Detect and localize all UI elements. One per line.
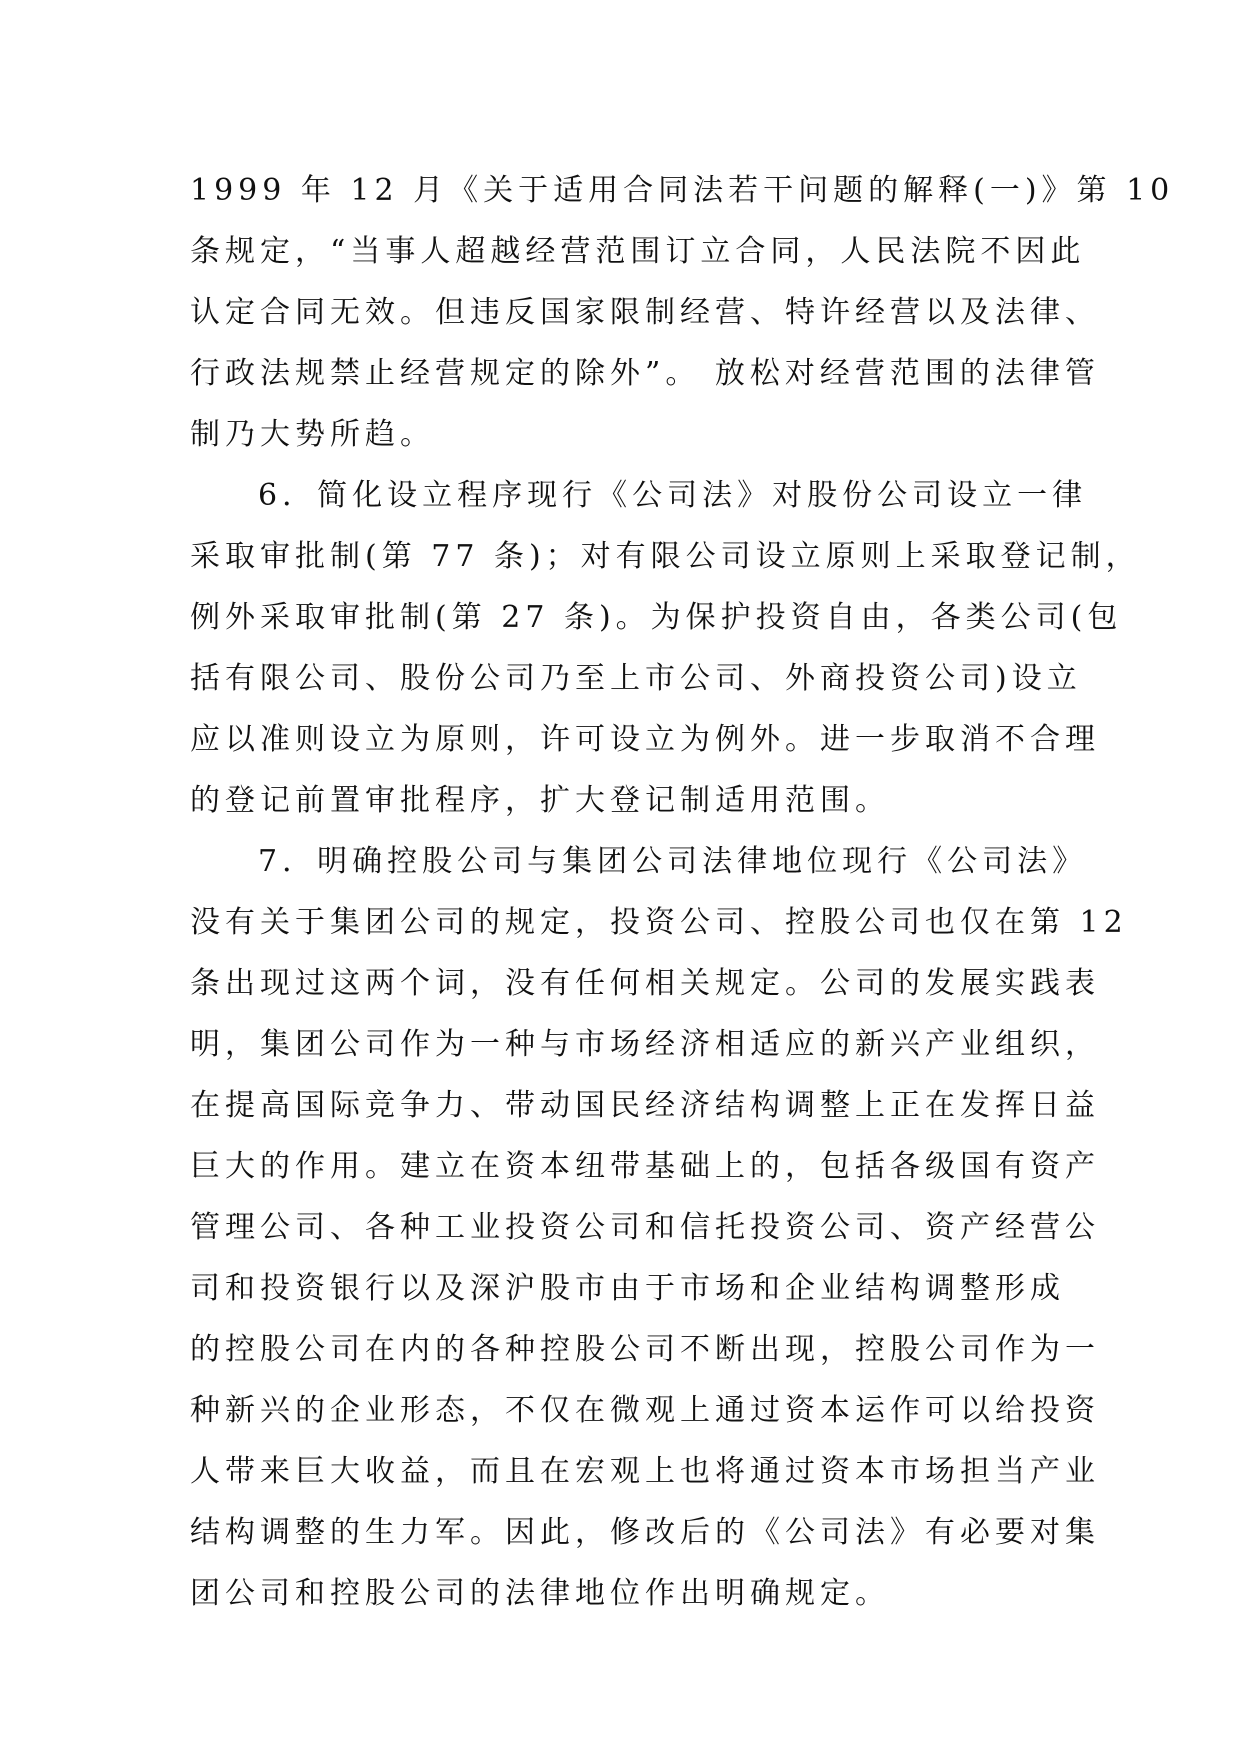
text-line: 没有关于集团公司的规定，投资公司、控股公司也仅在第 12 — [190, 905, 1128, 940]
text-line: 团公司和控股公司的法律地位作出明确规定。 — [190, 1576, 890, 1611]
text-line: 巨大的作用。建立在资本纽带基础上的，包括各级国有资产 — [190, 1149, 1100, 1184]
text-line: 管理公司、各种工业投资公司和信托投资公司、资产经营公 — [190, 1210, 1100, 1245]
text-line: 应以准则设立为原则，许可设立为例外。进一步取消不合理 — [190, 722, 1100, 757]
text-line: 结构调整的生力军。因此，修改后的《公司法》有必要对集 — [190, 1515, 1100, 1550]
text-line: 采取审批制(第 77 条)；对有限公司设立原则上采取登记制， — [190, 539, 1141, 574]
paragraph-6-start: 6．简化设立程序现行《公司法》对股份公司设立一律 — [258, 478, 1088, 513]
text-line: 认定合同无效。但违反国家限制经营、特许经营以及法律、 — [190, 295, 1100, 330]
text-line: 明，集团公司作为一种与市场经济相适应的新兴产业组织， — [190, 1027, 1100, 1062]
text-line: 的控股公司在内的各种控股公司不断出现，控股公司作为一 — [190, 1332, 1100, 1367]
text-line: 括有限公司、股份公司乃至上市公司、外商投资公司)设立 — [190, 661, 1082, 696]
text-line: 的登记前置审批程序，扩大登记制适用范围。 — [190, 783, 890, 818]
text-line: 司和投资银行以及深沪股市由于市场和企业结构调整形成 — [190, 1271, 1065, 1306]
paragraph-7-start: 7．明确控股公司与集团公司法律地位现行《公司法》 — [258, 844, 1088, 879]
text-line: 条出现过这两个词，没有任何相关规定。公司的发展实践表 — [190, 966, 1100, 1001]
text-line: 种新兴的企业形态，不仅在微观上通过资本运作可以给投资 — [190, 1393, 1100, 1428]
body-text — [190, 160, 1175, 1624]
text-line: 例外采取审批制(第 27 条)。为保护投资自由，各类公司(包 — [190, 600, 1123, 635]
text-line: 在提高国际竞争力、带动国民经济结构调整上正在发挥日益 — [190, 1088, 1100, 1123]
text-line: 人带来巨大收益，而且在宏观上也将通过资本市场担当产业 — [190, 1454, 1100, 1489]
text-line: 条规定，“当事人超越经营范围订立合同，人民法院不因此 — [190, 234, 1086, 269]
text-line: 行政法规禁止经营规定的除外”。 放松对经营范围的法律管 — [190, 356, 1100, 391]
text-line: 制乃大势所趋。 — [190, 417, 435, 452]
text-line: 1999 年 12 月《关于适用合同法若干问题的解释(一)》第 10 — [190, 173, 1175, 208]
